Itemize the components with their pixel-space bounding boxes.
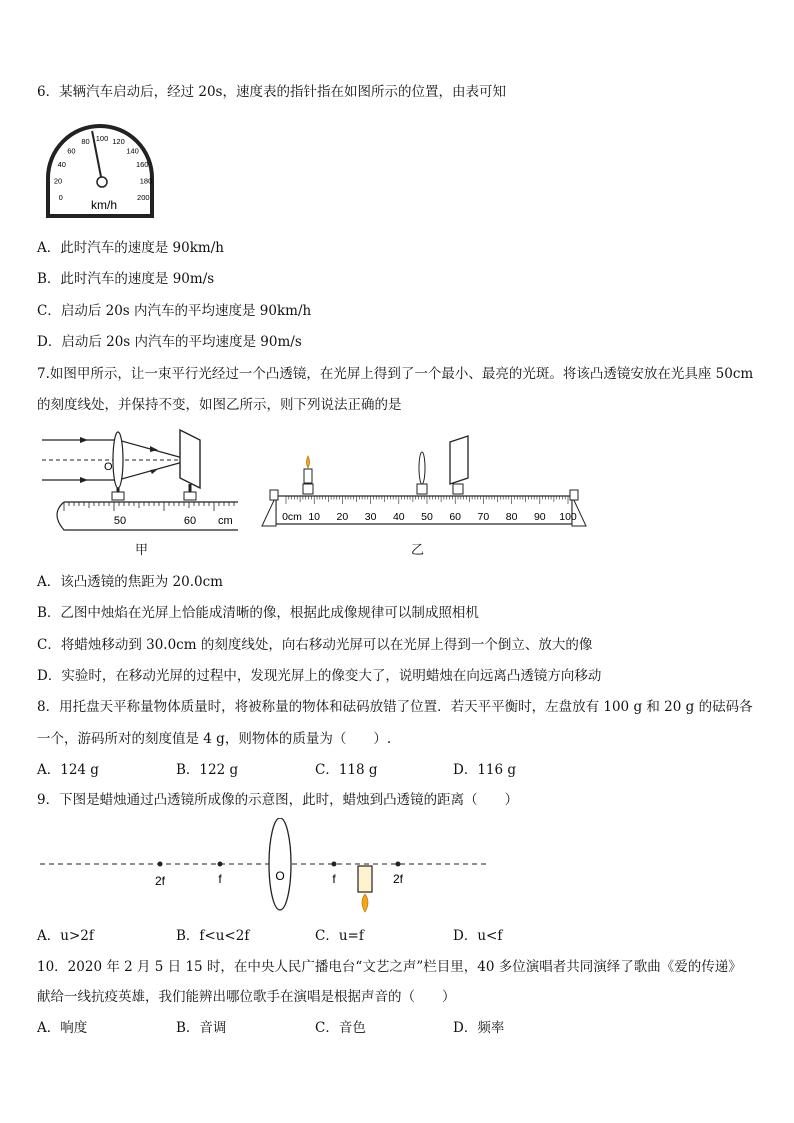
label-o: O (275, 869, 285, 883)
lens-imaging-svg (40, 818, 490, 918)
convex-lens (113, 432, 123, 488)
dial-tick-label: 180 (139, 176, 153, 186)
bench-b-tick-label: 90 (533, 511, 546, 523)
bench-b-tick-label: 100 (559, 511, 577, 523)
figure-b-label: 乙 (411, 543, 425, 558)
label-f-left: f (218, 872, 222, 886)
bench-b-tick-label: 70 (477, 511, 490, 523)
label-2f-left: 2f (154, 874, 166, 888)
figure-a-label: 甲 (135, 543, 149, 558)
speedometer-figure (40, 116, 160, 220)
q7-option-b: B．乙图中烛焰在光屏上恰能成清晰的像，根据此成像规律可以制成照相机 (37, 605, 479, 621)
q8-option-d: D．116 g (453, 762, 517, 778)
tick-label-50: 50 (113, 515, 127, 527)
figure-a-parallel-light (40, 428, 240, 538)
dial-tick-label: 200 (137, 193, 150, 202)
q7-option-c: C．将蜡烛移动到 30.0cm 的刻度线处，向右移动光屏可以在光屏上得到一个倒立、放大的像 (37, 637, 593, 653)
q7-option-d: D．实验时，在移动光屏的过程中，发现光屏上的像变大了，说明蜡烛在向远离凸透镜方向移动 (37, 668, 602, 684)
tick-label-60: 60 (183, 515, 197, 527)
q8-stem-line2: 一个，游码所对的刻度值是 4 g，则物体的质量为（ ）. (37, 731, 392, 747)
bench-b-tick-label: 0cm (282, 511, 302, 523)
q8-option-b: B．122 g (176, 762, 239, 778)
q10-stem-line1: 10．2020 年 2 月 5 日 15 时，在中央人民广播电台“文艺之声”栏目里，40 多位演唱者共同演绎了歌曲《爱的传递》 (37, 959, 742, 975)
dial-tick-label: 20 (53, 176, 63, 186)
bench-b-tick-label: 50 (421, 511, 433, 523)
convex-lens-q9 (269, 818, 291, 910)
dial-unit: km/h (90, 198, 118, 212)
q8-stem-line1: 8．用托盘天平称量物体质量时，将被称量的物体和砝码放错了位置．若天平平衡时，左盘放有 100 g 和 20 g 的砝码各 (37, 699, 753, 715)
dial-tick-label: 100 (95, 134, 109, 143)
q7-option-a: A．该凸透镜的焦距为 20.0cm (37, 574, 223, 590)
dial-tick-label: 140 (126, 146, 139, 156)
q10-stem-line2: 献给一线抗疫英雄，我们能辨出哪位歌手在演唱是根据声音的（ ） (37, 989, 456, 1005)
screen-b (450, 436, 468, 484)
optical-bench (57, 502, 238, 530)
bench-unit: cm (218, 515, 233, 527)
q6-option-c: C．启动后 20s 内汽车的平均速度是 90km/h (37, 303, 312, 319)
bench-b-tick-label: 20 (336, 511, 349, 523)
figure-b-optical-bench (256, 434, 592, 532)
q6-option-a: A．此时汽车的速度是 90km/h (37, 240, 224, 256)
q9-option-a: A．u>2f (37, 928, 94, 944)
q9-option-b: B．f<u<2f (176, 928, 250, 944)
candle (304, 469, 312, 483)
q6-option-b: B．此时汽车的速度是 90m/s (37, 271, 215, 287)
q6-stem: 6．某辆汽车启动后，经过 20s，速度表的指针指在如图所示的位置，由表可知 (37, 84, 506, 100)
candle-flame-q9 (362, 894, 368, 912)
dial-tick-label: 80 (81, 137, 90, 147)
figure-b-svg (256, 434, 592, 532)
lens-b (419, 452, 425, 484)
figure-a-svg (40, 428, 240, 538)
q7-stem-line1: 7.如图甲所示，让一束平行光经过一个凸透镜，在光屏上得到了一个最小、最亮的光斑。将该凸透镜安放在光具座 50cm (37, 366, 754, 382)
bench-b-tick-label: 80 (505, 511, 518, 523)
q10-option-c: C．音色 (315, 1020, 366, 1036)
candle-q9 (358, 866, 372, 892)
candle-flame (307, 456, 310, 468)
q9-option-d: D．u<f (453, 928, 503, 944)
light-screen (180, 430, 200, 488)
lens-imaging-figure (40, 818, 490, 918)
q7-stem-line2: 的刻度线处，并保持不变，如图乙所示，则下列说法正确的是 (37, 397, 402, 413)
q10-option-d: D．频率 (453, 1020, 505, 1036)
speedometer-svg (40, 116, 160, 220)
q10-option-a: A．响度 (37, 1020, 88, 1036)
needle-hub (97, 177, 107, 187)
dial-tick-label: 160 (135, 160, 149, 170)
dial-tick-label: 0 (58, 193, 63, 202)
label-2f-right: 2f (392, 872, 404, 886)
q8-option-c: C．118 g (315, 762, 378, 778)
q9-stem: 9．下图是蜡烛通过凸透镜所成像的示意图，此时，蜡烛到凸透镜的距离（ ） (37, 792, 519, 808)
q9-option-c: C．u=f (315, 928, 364, 944)
q8-option-a: A．124 g (37, 762, 99, 778)
q10-option-b: B．音调 (176, 1020, 227, 1036)
bench-b-tick-label: 10 (308, 511, 321, 523)
dial-tick-label: 60 (67, 146, 76, 156)
bench-b-tick-label: 60 (449, 511, 462, 523)
bench-b-tick-label: 40 (392, 511, 405, 523)
q6-option-d: D．启动后 20s 内汽车的平均速度是 90m/s (37, 334, 302, 350)
dial-tick-label: 40 (57, 160, 66, 170)
label-f-right: f (332, 872, 336, 886)
lens-center-label: O (104, 461, 113, 473)
bench-b-tick-label: 30 (364, 511, 377, 523)
dial-tick-label: 120 (112, 137, 125, 147)
